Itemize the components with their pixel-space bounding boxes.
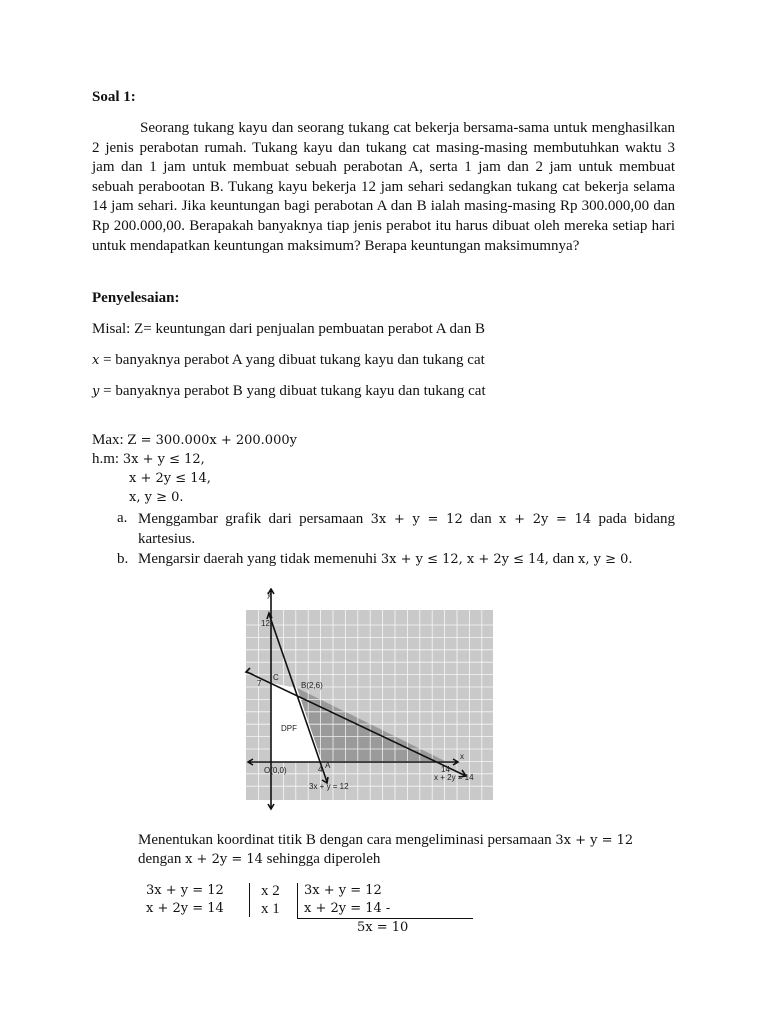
point-c-label: C <box>273 673 279 682</box>
constraint-2: x + 2y ≤ 14, <box>129 471 211 486</box>
problem-text: Seorang tukang kayu dan seorang tukang cat bekerja bersama-sama untuk menghasilkan 2 jenis perabotan rumah. Tukang kayu dan tukang cat masing-masing membutuhkan waktu 3 jam dan 1 jam untuk membuat sebuah perabotan A, serta 1 jam dan 2 jam untuk membuat sebuah perabootan B. Tukang kayu bekerja 12 jam sehari sedangkan tukang cat bekerja selama 14 jam sehari. Jika keuntungan bagi perabotan A dan B ialah masing-masing Rp 300.000,00 dan Rp 200.000,00. Berapakah banyaknya tiap jenis perabot itu harus dibuat oleh mereka setiap hari untuk mendapatkan keuntungan maksimum? Berapa keuntungan maksimumnya? <box>92 120 675 254</box>
point-b-label: B(2,6) <box>301 681 323 690</box>
elimination-intro-2: dengan x + 2y = 14 sehingga diperoleh <box>138 851 381 867</box>
step-b-marker: b. <box>117 551 129 567</box>
line2-label: x + 2y = 14 <box>434 773 474 782</box>
step-a-text: Menggambar grafik dari persamaan 3x + y = 12 dan x + 2y = 14 pada bidang kartesius. <box>138 511 675 547</box>
tick-x4: 4 <box>318 765 323 774</box>
cartesian-graph <box>240 588 500 813</box>
misal-text: Misal: Z= keuntungan dari penjualan pembuatan perabot A dan B <box>92 321 485 337</box>
elimination-intro: Menentukan koordinat titik B dengan cara mengeliminasi persamaan 3x + y = 12 <box>138 832 634 848</box>
sum-line <box>297 918 473 919</box>
x-definition: x = banyaknya perabot A yang dibuat tukang kayu dan tukang cat <box>92 352 485 368</box>
point-a-label: A <box>325 761 331 770</box>
solution-heading: Penyelesaian: <box>92 290 180 306</box>
multiplier-2: x 1 <box>261 901 280 917</box>
x-axis-label: x <box>460 752 464 761</box>
constraint-1: h.m: 3x + y ≤ 12, <box>92 451 205 467</box>
constraint-3: x, y ≥ 0. <box>129 490 184 505</box>
y-definition: y = banyaknya perabot B yang dibuat tukang kayu dan tukang cat <box>92 383 486 399</box>
tick-y12: 12 <box>261 619 270 628</box>
origin-label: O(0,0) <box>264 766 287 775</box>
eq-right-2: x + 2y = 14 - <box>304 901 391 916</box>
tick-x14: 14 <box>441 765 450 774</box>
dpf-label: DPF <box>281 724 297 733</box>
y-axis-label: y <box>267 590 271 599</box>
divider-1 <box>249 883 250 917</box>
line1-label: 3x + y = 12 <box>309 782 349 791</box>
objective-function: Max: Z = 300.000x + 200.000y <box>92 432 297 448</box>
eq-left-1: 3x + y = 12 <box>146 883 224 898</box>
step-a-marker: a. <box>117 510 128 526</box>
multiplier-1: x 2 <box>261 883 280 899</box>
eq-left-2: x + 2y = 14 <box>146 901 224 916</box>
eq-result: 5x = 10 <box>357 920 409 935</box>
problem-title: Soal 1: <box>92 89 136 105</box>
step-b-text: Mengarsir daerah yang tidak memenuhi 3x + y ≤ 12, x + 2y ≤ 14, dan x, y ≥ 0. <box>138 551 633 567</box>
divider-2 <box>297 883 298 919</box>
tick-y7: 7 <box>257 679 262 688</box>
eq-right-1: 3x + y = 12 <box>304 883 382 898</box>
